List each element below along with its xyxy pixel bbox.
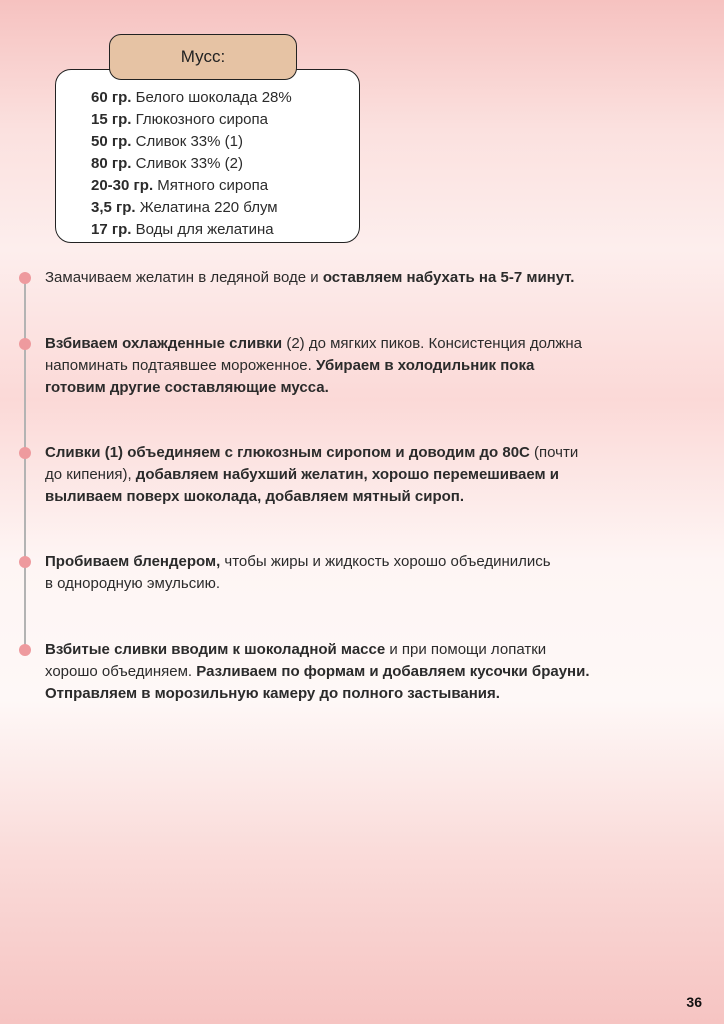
steps-timeline — [24, 276, 26, 654]
ingredient-item: 3,5 гр. Желатина 220 блум — [91, 199, 278, 216]
ingredient-item: 60 гр. Белого шоколада 28% — [91, 89, 292, 106]
step-4: Пробиваем блендером, чтобы жиры и жидкость хорошо объединились в однородную эмульсию. — [45, 553, 551, 592]
ingredient-item: 80 гр. Сливок 33% (2) — [91, 155, 243, 172]
step-3: Сливки (1) объединяем с глюкозным сиропом и доводим до 80С (почти до кипения), добавляем набухший желатин, хорошо перемешиваем и выливаем поверх шоколада, добавляем мятный сироп. — [45, 444, 579, 505]
step-bullet-icon — [19, 556, 31, 568]
step-2: Взбиваем охлажденные сливки (2) до мягких пиков. Консистенция должна напоминать подтаявшее мороженное. Убираем в холодильник пока готовим другие составляющие мусса. — [45, 335, 583, 396]
ingredients-title-text: Мусс: — [180, 47, 226, 66]
ingredients-list — [91, 87, 292, 241]
ingredient-item: 17 гр. Воды для желатина — [91, 221, 274, 238]
step-bullet-icon — [19, 338, 31, 350]
ingredient-item: 15 гр. Глюкозного сиропа — [91, 111, 268, 128]
ingredient-item: 20-30 гр. Мятного сиропа — [91, 177, 269, 194]
page-number: 36 — [686, 994, 702, 1010]
step-5: Взбитые сливки вводим к шоколадной массе и при помощи лопатки хорошо объединяем. Разливаем по формам и добавляем кусочки брауни. Отправляем в морозильную камеру до полного застывания. — [45, 641, 590, 702]
step-1: Замачиваем желатин в ледяной воде и оставляем набухать на 5-7 минут. — [45, 269, 575, 286]
step-bullet-icon — [19, 272, 31, 284]
ingredient-item: 50 гр. Сливок 33% (1) — [91, 133, 243, 150]
ingredients-title — [109, 34, 297, 80]
step-bullet-icon — [19, 447, 31, 459]
step-bullet-icon — [19, 644, 31, 656]
